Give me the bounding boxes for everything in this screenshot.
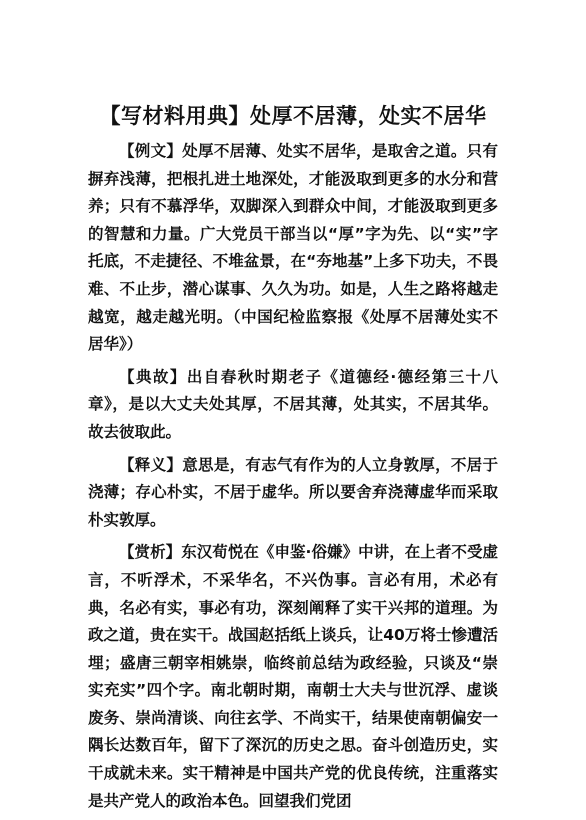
meaning-paragraph — [88, 452, 498, 535]
source-tag: 【典故】 — [119, 367, 187, 386]
meaning-tag: 【释义】 — [119, 455, 183, 474]
meaning-text: 意思是，有志气有作为的人立身敦厚，不居于浇薄；存心朴实，不居于虚华。所以要舍弃浇薄虚华而采取朴实敦厚。 — [88, 455, 498, 529]
appreciation-paragraph — [88, 539, 498, 815]
example-tag: 【例文】 — [119, 142, 183, 160]
article-body — [88, 138, 498, 820]
article-title: 【写材料用典】处厚不居薄，处实不居华 — [99, 104, 487, 128]
source-text: 出自春秋时期老子《道德经·德经第三十八章》，是以大丈夫处其厚，不居其薄，处其实，不居其华。故去彼取此。 — [88, 367, 498, 441]
appreciation-text: 东汉荀悦在《申鉴·俗嫌》中讲，在上者不受虚言，不听浮术，不采华名，不兴伪事。言必有用，术必有典，名必有实，事必有功，深刻阐释了实干兴邦的道理。为政之道，贵在实干。战国赵括纸上谈兵，让40万将士惨遭活埋；盛唐三朝宰相姚崇，临终前总结为政经验，只谈及“崇实充实”四个字。南北朝时期，南朝士大夫与世沉浮、虚谈废务、崇尚清谈、向往玄学、不尚实干，结果使南朝偏安一隅长达数百年，留下了深沉的历史之思。奋斗创造历史，实干成就未来。实干精神是中国共产党的优良传统，注重落实是共产党人的政治本色。回望我们党团 — [88, 543, 498, 810]
example-paragraph — [88, 138, 498, 359]
source-paragraph — [88, 364, 498, 447]
appreciation-tag: 【赏析】 — [119, 543, 182, 562]
example-text: 处厚不居薄、处实不居华，是取舍之道。只有摒弃浅薄，把根扎进土地深处，才能汲取到更多的水分和营养；只有不慕浮华，双脚深入到群众中间，才能汲取到更多的智慧和力量。广大党员干部当以“厚”字为先、以“实”字托底，不走捷径、不堆盆景，在“夯地基”上多下功夫，不畏难、不止步，潜心谋事、久久为功。如是，人生之路将越走越宽，越走越光明。（中国纪检监察报《处厚不居薄处实不居华》） — [88, 142, 498, 354]
